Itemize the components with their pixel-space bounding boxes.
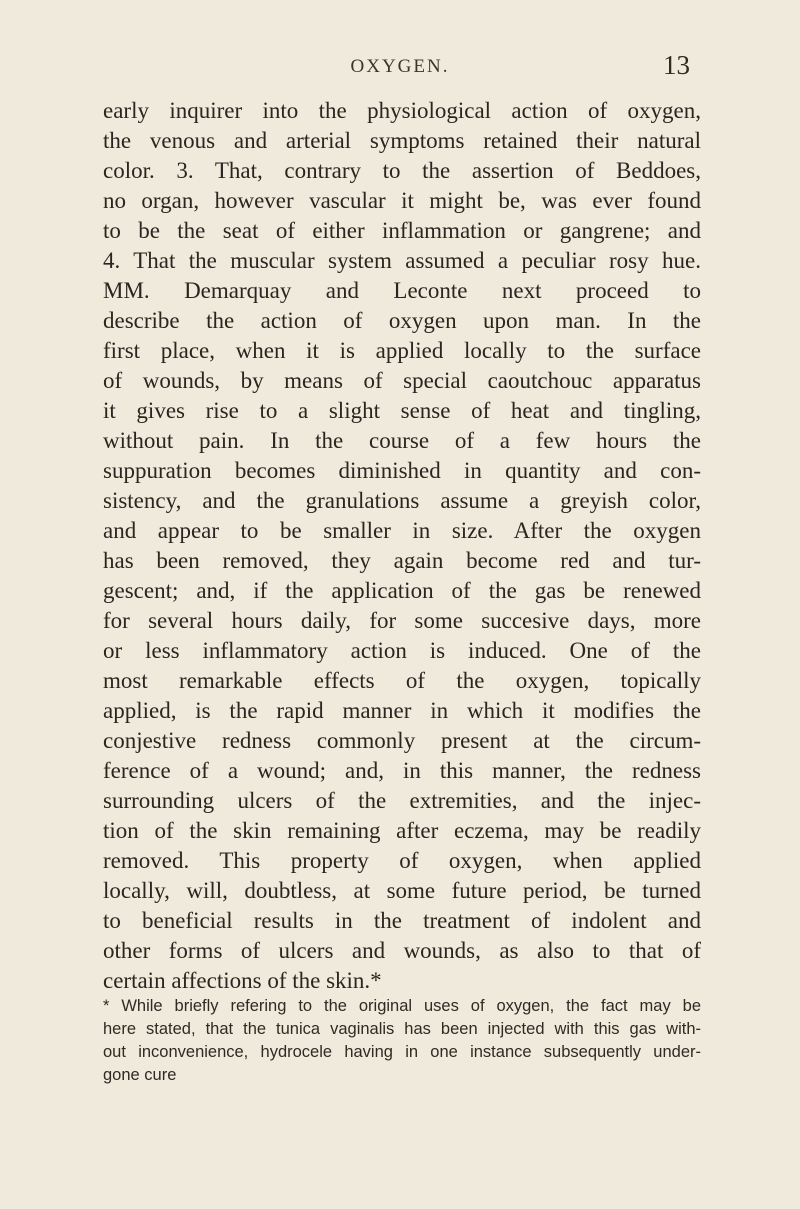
body-line: surrounding ulcers of the extremities, and the injec- [103, 788, 701, 813]
footnote-line: gone cure [103, 1066, 177, 1084]
body-line: to beneficial results in the treatment of indolent and [103, 908, 701, 933]
footnote-line: here stated, that the tunica vaginalis has been injected with this gas with- [103, 1020, 701, 1038]
body-line: removed. This property of oxygen, when applied [103, 848, 701, 873]
footnote-line: * While briefly refering to the original uses of oxygen, the fact may be [103, 997, 701, 1015]
page-number: 13 [663, 50, 690, 80]
footnote-line: out inconvenience, hydrocele having in one instance subsequently under- [103, 1043, 701, 1061]
body-line: suppuration becomes diminished in quantity and con- [103, 458, 701, 483]
body-line: ference of a wound; and, in this manner, the redness [103, 758, 701, 783]
running-title: OXYGEN. [350, 56, 450, 77]
body-line: describe the action of oxygen upon man. In the [103, 308, 701, 333]
body-line: to be the seat of either inflammation or gangrene; and [103, 218, 701, 243]
body-line: first place, when it is applied locally to the surface [103, 338, 701, 363]
body-line: tion of the skin remaining after eczema, may be readily [103, 818, 701, 843]
body-line: it gives rise to a slight sense of heat and tingling, [103, 398, 701, 423]
body-line: no organ, however vascular it might be, was ever found [103, 188, 701, 213]
body-line: of wounds, by means of special caoutchouc apparatus [103, 368, 701, 393]
body-line: the venous and arterial symptoms retained their natural [103, 128, 701, 153]
body-line: for several hours daily, for some succesive days, more [103, 608, 701, 633]
body-line: without pain. In the course of a few hours the [103, 428, 701, 453]
body-line: locally, will, doubtless, at some future period, be turned [103, 878, 701, 903]
body-line: MM. Demarquay and Leconte next proceed to [103, 278, 701, 303]
footnote [103, 995, 701, 1087]
body-line: has been removed, they again become red and tur- [103, 548, 701, 573]
body-line: other forms of ulcers and wounds, as also to that of [103, 938, 701, 963]
body-line: 4. That the muscular system assumed a peculiar rosy hue. [103, 248, 701, 273]
page-header [0, 50, 800, 86]
body-line: early inquirer into the physiological action of oxygen, [103, 98, 701, 123]
body-line: and appear to be smaller in size. After the oxygen [103, 518, 701, 543]
body-line: conjestive redness commonly present at the circum- [103, 728, 701, 753]
body-line: sistency, and the granulations assume a greyish color, [103, 488, 701, 513]
body-line: most remarkable effects of the oxygen, topically [103, 668, 701, 693]
body-line: applied, is the rapid manner in which it modifies the [103, 698, 701, 723]
body-text [103, 96, 701, 996]
body-line: gescent; and, if the application of the gas be renewed [103, 578, 701, 603]
body-line: color. 3. That, contrary to the assertion of Beddoes, [103, 158, 701, 183]
body-line: or less inflammatory action is induced. One of the [103, 638, 701, 663]
body-line: certain affections of the skin.* [103, 968, 382, 993]
